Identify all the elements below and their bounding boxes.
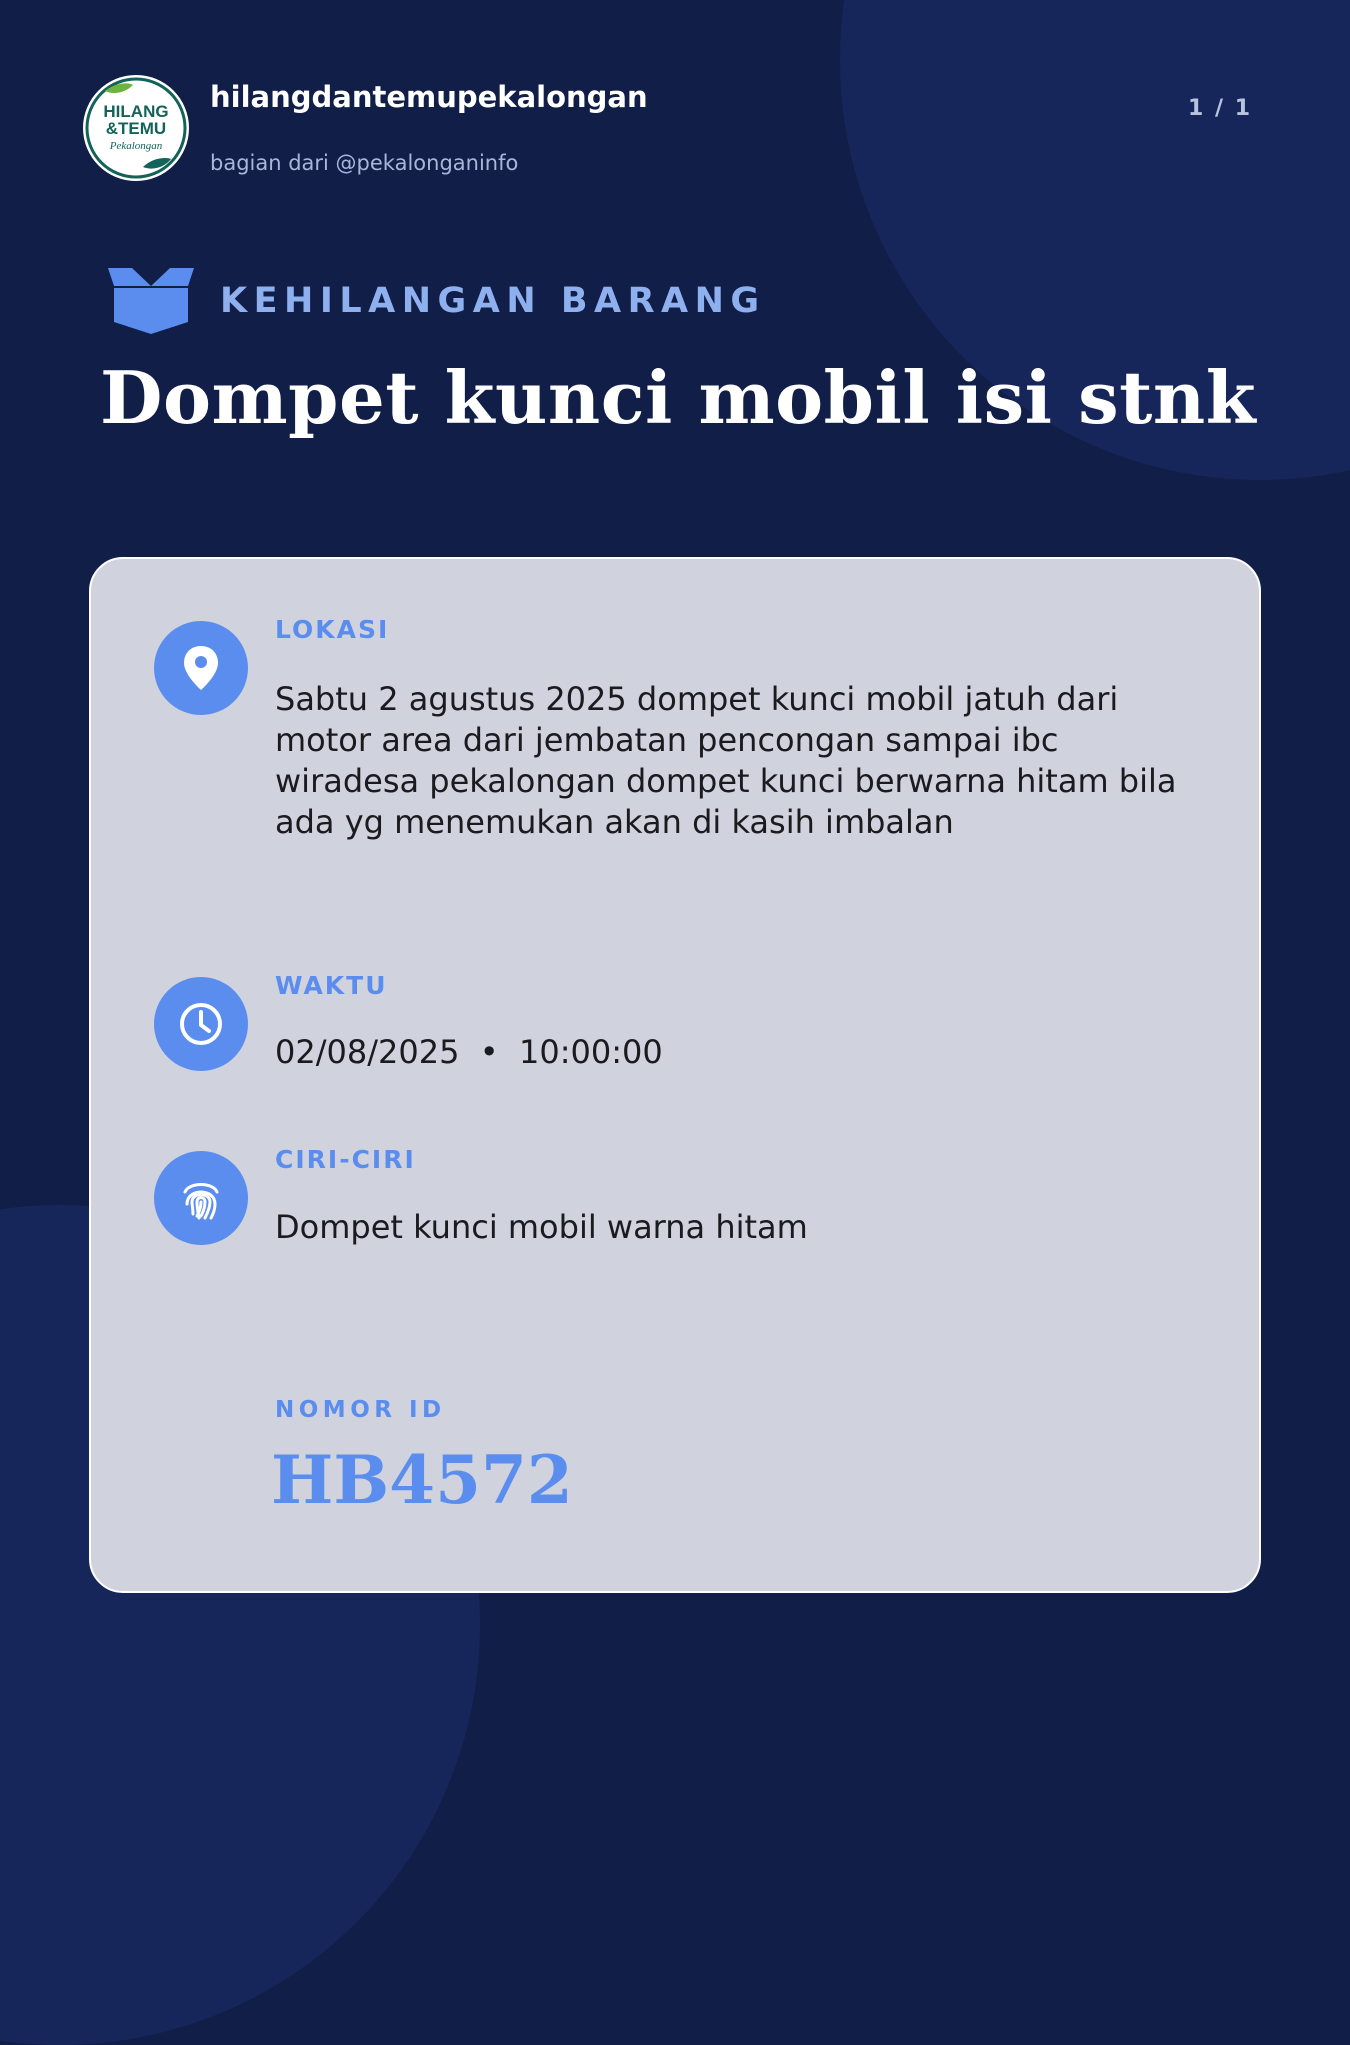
page-counter: 1 / 1 (1188, 96, 1252, 121)
account-subtitle: bagian dari @pekalonganinfo (210, 151, 519, 175)
clock-icon (154, 977, 248, 1071)
fingerprint-icon (154, 1151, 248, 1245)
nomor-id-value: HB4572 (271, 1441, 573, 1519)
logo-text-line1: HILANG (103, 102, 169, 121)
category-label: KEHILANGAN BARANG (220, 281, 766, 321)
nomor-id-label: NOMOR ID (275, 1397, 446, 1423)
lokasi-label: LOKASI (275, 615, 390, 644)
open-box-icon (104, 266, 198, 336)
details-card (89, 557, 1261, 1593)
waktu-value: 02/08/2025 • 10:00:00 (275, 1033, 663, 1071)
logo-text-line3: Pekalongan (109, 140, 163, 152)
logo-text-line2: &TEMU (105, 119, 167, 138)
waktu-label: WAKTU (275, 971, 388, 1000)
ciri-label: CIRI-CIRI (275, 1145, 416, 1174)
post-title: Dompet kunci mobil isi stnk (100, 355, 1257, 440)
location-pin-icon (154, 621, 248, 715)
category-header (104, 266, 766, 336)
account-logo (83, 75, 189, 181)
account-name: hilangdantemupekalongan (210, 80, 648, 114)
ciri-value: Dompet kunci mobil warna hitam (275, 1208, 808, 1246)
lokasi-value: Sabtu 2 agustus 2025 dompet kunci mobil jatuh dari motor area dari jembatan pencongan sampai ibc wiradesa pekalongan dompet kunci berwarna hitam bila ada yg menemukan akan di kasih imbalan (275, 680, 1177, 841)
